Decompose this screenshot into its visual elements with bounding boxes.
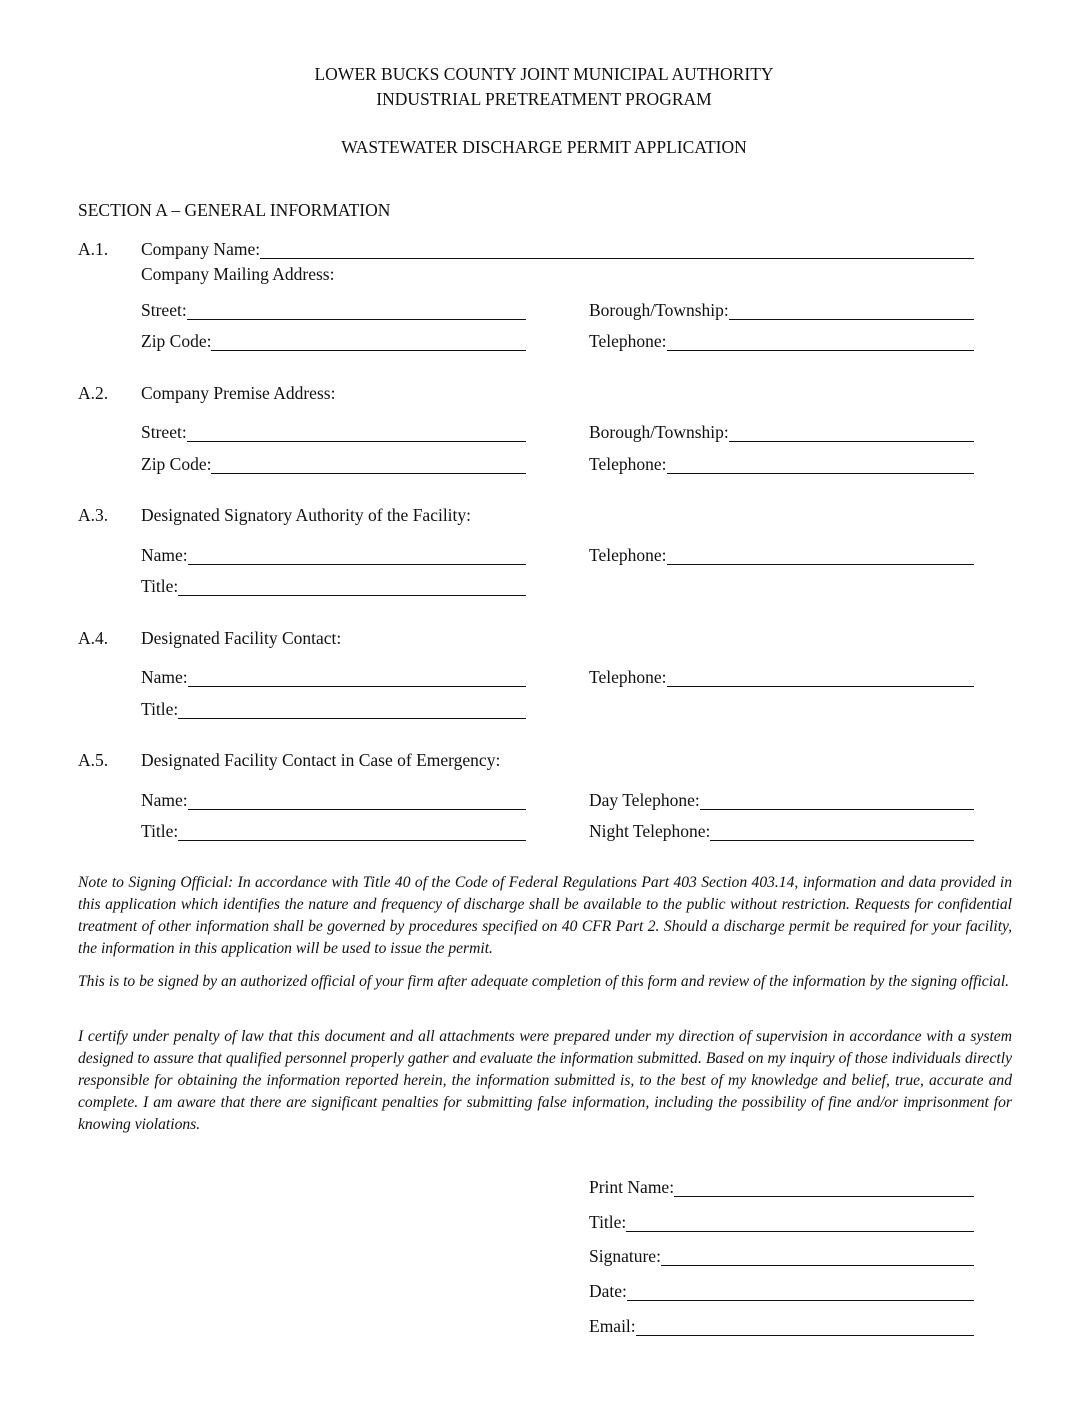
facility-contact-heading: Designated Facility Contact: (141, 628, 342, 648)
emergency-night-telephone-field[interactable] (589, 822, 974, 841)
page-title: WASTEWATER DISCHARGE PERMIT APPLICATION (341, 137, 747, 157)
emergency-night-telephone-line[interactable] (710, 822, 974, 841)
mailing-address-label: Company Mailing Address: (141, 264, 335, 284)
company-name-label: Company Name: (141, 238, 261, 259)
emergency-name-field[interactable] (141, 791, 526, 810)
mailing-telephone-field[interactable] (589, 332, 974, 351)
emergency-contact-heading: Designated Facility Contact in Case of Emergency: (141, 750, 501, 770)
signatory-name-label: Name: (141, 544, 188, 565)
mailing-zip-label: Zip Code: (141, 330, 212, 351)
contact-name-line[interactable] (188, 668, 526, 687)
mailing-zip-line[interactable] (211, 332, 526, 351)
emergency-title-field[interactable] (141, 822, 526, 841)
signatory-title-label: Title: (141, 575, 179, 596)
mailing-borough-line[interactable] (729, 301, 974, 320)
contact-telephone-field[interactable] (589, 668, 974, 687)
mailing-borough-label: Borough/Township: (589, 299, 729, 320)
signer-title-line[interactable] (626, 1213, 974, 1232)
premise-zip-field[interactable] (141, 455, 526, 474)
signatory-heading: Designated Signatory Authority of the Facility: (141, 505, 472, 525)
premise-zip-label: Zip Code: (141, 453, 212, 474)
premise-street-line[interactable] (187, 423, 526, 442)
contact-title-field[interactable] (141, 700, 526, 719)
date-field[interactable] (589, 1282, 974, 1301)
signature-label: Signature: (589, 1245, 661, 1266)
premise-telephone-label: Telephone: (589, 453, 667, 474)
signatory-name-line[interactable] (188, 546, 526, 565)
date-line[interactable] (627, 1282, 974, 1301)
certification-statement: I certify under penalty of law that this document and all attachments were prepared under my direction of supervision in accordance with a system designed to assure that qualified personnel properly gather and evaluate the information submitted. Based on my inquiry of those individuals directly responsible for obtaining the information reported herein, the information submitted is, to the best of my knowledge and belief, true, accurate and complete. I am aware that there are significant penalties for submitting false information, including the possibility of fine and/or imprisonment for knowing violations. (78, 1028, 1012, 1133)
premise-telephone-line[interactable] (667, 455, 975, 474)
contact-title-label: Title: (141, 698, 179, 719)
email-line[interactable] (636, 1317, 974, 1336)
note-signing-official: Note to Signing Official: In accordance with Title 40 of the Code of Federal Regulations Part 403 Section 403.14, information and data provided in this application which identifies the nature and frequency of discharge shall be available to the public without restriction. Requests for confidential treatment of other information shall be governed by procedures specified on 40 CFR Part 2. Should a discharge permit be required for your facility, the information in this application will be used to issue the permit. (78, 874, 1012, 957)
mailing-street-line[interactable] (187, 301, 526, 320)
company-name-line[interactable] (260, 240, 974, 259)
emergency-day-telephone-label: Day Telephone: (589, 789, 700, 810)
emergency-day-telephone-line[interactable] (700, 791, 974, 810)
contact-telephone-label: Telephone: (589, 666, 667, 687)
email-field[interactable] (589, 1317, 974, 1336)
print-name-label: Print Name: (589, 1176, 675, 1197)
signatory-telephone-line[interactable] (667, 546, 975, 565)
a4-number: A.4. (78, 628, 109, 648)
emergency-night-telephone-label: Night Telephone: (589, 820, 711, 841)
premise-borough-line[interactable] (729, 423, 974, 442)
mailing-borough-field[interactable] (589, 301, 974, 320)
signatory-name-field[interactable] (141, 546, 526, 565)
company-name-field[interactable] (141, 240, 974, 259)
note-authorized-official: This is to be signed by an authorized official of your firm after adequate completion of this form and review of the information by the signing official. (78, 973, 1010, 990)
emergency-day-telephone-field[interactable] (589, 791, 974, 810)
premise-street-label: Street: (141, 421, 187, 442)
print-name-line[interactable] (674, 1178, 974, 1197)
signer-title-label: Title: (589, 1211, 627, 1232)
a1-number: A.1. (78, 239, 109, 259)
signatory-telephone-label: Telephone: (589, 544, 667, 565)
print-name-field[interactable] (589, 1178, 974, 1197)
signatory-title-field[interactable] (141, 577, 526, 596)
email-label: Email: (589, 1315, 636, 1336)
signer-title-field[interactable] (589, 1213, 974, 1232)
premise-borough-field[interactable] (589, 423, 974, 442)
emergency-name-label: Name: (141, 789, 188, 810)
section-title: SECTION A – GENERAL INFORMATION (78, 200, 391, 220)
premise-address-label: Company Premise Address: (141, 383, 336, 403)
mailing-telephone-label: Telephone: (589, 330, 667, 351)
signatory-title-line[interactable] (178, 577, 526, 596)
signature-line[interactable] (661, 1247, 974, 1266)
contact-name-label: Name: (141, 666, 188, 687)
emergency-name-line[interactable] (188, 791, 526, 810)
a5-number: A.5. (78, 750, 109, 770)
signature-field[interactable] (589, 1247, 974, 1266)
emergency-title-line[interactable] (178, 822, 526, 841)
premise-borough-label: Borough/Township: (589, 421, 729, 442)
mailing-street-field[interactable] (141, 301, 526, 320)
a2-number: A.2. (78, 383, 109, 403)
premise-zip-line[interactable] (211, 455, 526, 474)
mailing-telephone-line[interactable] (667, 332, 975, 351)
mailing-street-label: Street: (141, 299, 187, 320)
header-authority: LOWER BUCKS COUNTY JOINT MUNICIPAL AUTHORITY (314, 64, 774, 84)
contact-name-field[interactable] (141, 668, 526, 687)
premise-street-field[interactable] (141, 423, 526, 442)
emergency-title-label: Title: (141, 820, 179, 841)
a3-number: A.3. (78, 505, 109, 525)
premise-telephone-field[interactable] (589, 455, 974, 474)
contact-title-line[interactable] (178, 700, 526, 719)
signatory-telephone-field[interactable] (589, 546, 974, 565)
date-label: Date: (589, 1280, 627, 1301)
contact-telephone-line[interactable] (667, 668, 975, 687)
header-program: INDUSTRIAL PRETREATMENT PROGRAM (376, 89, 712, 109)
mailing-zip-field[interactable] (141, 332, 526, 351)
